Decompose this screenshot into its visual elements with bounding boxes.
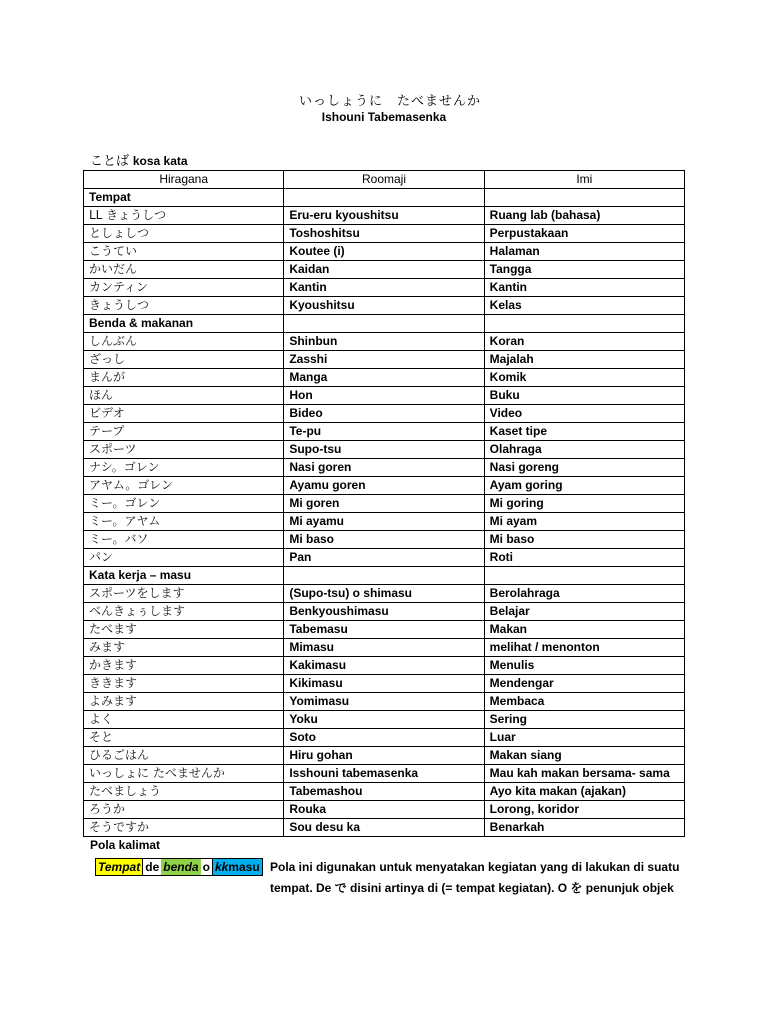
hiragana-cell: ビデオ: [84, 405, 284, 423]
imi-cell: Koran: [484, 333, 684, 351]
pattern-tempat: Tempat: [95, 858, 143, 876]
hiragana-cell: ミー。アヤム: [84, 513, 284, 531]
header-roomaji: Roomaji: [284, 171, 484, 189]
table-row: [84, 765, 685, 783]
table-row: [84, 387, 685, 405]
hiragana-cell: ひるごはん: [84, 747, 284, 765]
group-label: Benda & makanan: [84, 315, 284, 333]
hiragana-cell: よく: [84, 711, 284, 729]
empty-cell: [484, 315, 684, 333]
table-row: [84, 585, 685, 603]
roomaji-cell: Hon: [284, 387, 484, 405]
roomaji-cell: (Supo-tsu) o shimasu: [284, 585, 484, 603]
roomaji-cell: Kyoushitsu: [284, 297, 484, 315]
table-group-row: [84, 567, 685, 585]
hiragana-cell: こうてい: [84, 243, 284, 261]
imi-cell: Kantin: [484, 279, 684, 297]
table-row: [84, 675, 685, 693]
roomaji-cell: Tabemashou: [284, 783, 484, 801]
hiragana-cell: アヤム。ゴレン: [84, 477, 284, 495]
table-row: [84, 225, 685, 243]
section-label-text: kosa kata: [132, 154, 188, 168]
imi-cell: Mi baso: [484, 531, 684, 549]
table-row: [84, 513, 685, 531]
hiragana-cell: ろうか: [84, 801, 284, 819]
hiragana-cell: ききます: [84, 675, 284, 693]
imi-cell: Berolahraga: [484, 585, 684, 603]
roomaji-cell: Ayamu goren: [284, 477, 484, 495]
imi-cell: Olahraga: [484, 441, 684, 459]
empty-cell: [484, 567, 684, 585]
table-row: [84, 369, 685, 387]
roomaji-cell: Soto: [284, 729, 484, 747]
hiragana-cell: たべましょう: [84, 783, 284, 801]
roomaji-cell: Shinbun: [284, 333, 484, 351]
roomaji-cell: Toshoshitsu: [284, 225, 484, 243]
table-row: [84, 423, 685, 441]
header-imi: Imi: [484, 171, 684, 189]
table-row: [84, 279, 685, 297]
hiragana-cell: みます: [84, 639, 284, 657]
table-row: [84, 243, 685, 261]
roomaji-cell: Benkyoushimasu: [284, 603, 484, 621]
table-row: [84, 477, 685, 495]
roomaji-cell: Eru-eru kyoushitsu: [284, 207, 484, 225]
pola-kalimat-title: Pola kalimat: [90, 838, 161, 852]
page-title-japanese: いっしょうに たべませんか: [298, 94, 481, 109]
group-label: Tempat: [84, 189, 284, 207]
imi-cell: Makan siang: [484, 747, 684, 765]
roomaji-cell: Rouka: [284, 801, 484, 819]
page-title-romaji: Ishouni Tabemasenka: [321, 110, 447, 124]
hiragana-cell: たべます: [84, 621, 284, 639]
imi-cell: Menulis: [484, 657, 684, 675]
pattern-kk: kk: [214, 860, 229, 874]
hiragana-cell: まんが: [84, 369, 284, 387]
hiragana-cell: ほん: [84, 387, 284, 405]
imi-cell: Nasi goreng: [484, 459, 684, 477]
hiragana-cell: かいだん: [84, 261, 284, 279]
table-row: [84, 495, 685, 513]
table-row: [84, 549, 685, 567]
roomaji-cell: Yomimasu: [284, 693, 484, 711]
table-row: [84, 297, 685, 315]
hiragana-cell: いっしょに たべませんか: [84, 765, 284, 783]
roomaji-cell: Mi baso: [284, 531, 484, 549]
hiragana-cell: よみます: [84, 693, 284, 711]
hiragana-cell: LL きょうしつ: [84, 207, 284, 225]
roomaji-cell: Bideo: [284, 405, 484, 423]
hiragana-cell: そうですか: [84, 819, 284, 837]
roomaji-cell: Supo-tsu: [284, 441, 484, 459]
pattern-benda: benda: [163, 860, 199, 874]
pola-description: Pola ini digunakan untuk menyatakan kegiatan yang di lakukan di suatu tempat. De で disini artinya di (= tempat kegiatan). O を penunjuk objek: [270, 860, 680, 895]
table-row: [84, 261, 685, 279]
roomaji-cell: Manga: [284, 369, 484, 387]
imi-cell: Komik: [484, 369, 684, 387]
roomaji-cell: Kantin: [284, 279, 484, 297]
hiragana-cell: ざっし: [84, 351, 284, 369]
section-label: [90, 150, 188, 169]
imi-cell: Ayo kita makan (ajakan): [484, 783, 684, 801]
empty-cell: [284, 567, 484, 585]
group-label: Kata kerja – masu: [84, 567, 284, 585]
imi-cell: Buku: [484, 387, 684, 405]
hiragana-cell: かきます: [84, 657, 284, 675]
hiragana-cell: ナシ。ゴレン: [84, 459, 284, 477]
hiragana-cell: べんきょぅします: [84, 603, 284, 621]
roomaji-cell: Koutee (i): [284, 243, 484, 261]
table-row: [84, 801, 685, 819]
vocabulary-table-body: [84, 189, 685, 837]
roomaji-cell: Sou desu ka: [284, 819, 484, 837]
pattern-masu: masu: [228, 860, 260, 874]
imi-cell: Makan: [484, 621, 684, 639]
hiragana-cell: としょしつ: [84, 225, 284, 243]
vocabulary-table: [83, 170, 685, 837]
imi-cell: Halaman: [484, 243, 684, 261]
table-row: [84, 207, 685, 225]
empty-cell: [484, 189, 684, 207]
imi-cell: Kelas: [484, 297, 684, 315]
roomaji-cell: Yoku: [284, 711, 484, 729]
imi-cell: Tangga: [484, 261, 684, 279]
roomaji-cell: Nasi goren: [284, 459, 484, 477]
table-row: [84, 621, 685, 639]
table-row: [84, 711, 685, 729]
pattern-kk-masu: [212, 858, 263, 876]
roomaji-cell: Mi goren: [284, 495, 484, 513]
header-hiragana: Hiragana: [84, 171, 284, 189]
roomaji-cell: Kikimasu: [284, 675, 484, 693]
roomaji-cell: Pan: [284, 549, 484, 567]
imi-cell: Sering: [484, 711, 684, 729]
roomaji-cell: Mi ayamu: [284, 513, 484, 531]
hiragana-cell: そと: [84, 729, 284, 747]
table-row: [84, 693, 685, 711]
table-row: [84, 405, 685, 423]
table-row: [84, 783, 685, 801]
hiragana-cell: きょうしつ: [84, 297, 284, 315]
sentence-pattern: [95, 858, 263, 876]
table-group-row: [84, 189, 685, 207]
pattern-de: de: [145, 860, 160, 874]
imi-cell: melihat / menonton: [484, 639, 684, 657]
hiragana-cell: テープ: [84, 423, 284, 441]
table-row: [84, 657, 685, 675]
imi-cell: Belajar: [484, 603, 684, 621]
imi-cell: Mendengar: [484, 675, 684, 693]
hiragana-cell: しんぶん: [84, 333, 284, 351]
imi-cell: Kaset tipe: [484, 423, 684, 441]
table-row: [84, 729, 685, 747]
section-label-jp: ことば: [90, 154, 130, 169]
hiragana-cell: カンティン: [84, 279, 284, 297]
table-row: [84, 459, 685, 477]
table-row: [84, 639, 685, 657]
hiragana-cell: パン: [84, 549, 284, 567]
imi-cell: Ruang lab (bahasa): [484, 207, 684, 225]
table-row: [84, 819, 685, 837]
hiragana-cell: スポーツ: [84, 441, 284, 459]
imi-cell: Lorong, koridor: [484, 801, 684, 819]
table-header-row: [84, 171, 685, 189]
pattern-o: o: [202, 860, 210, 874]
imi-cell: Majalah: [484, 351, 684, 369]
roomaji-cell: Kaidan: [284, 261, 484, 279]
table-row: [84, 531, 685, 549]
hiragana-cell: ミー。バソ: [84, 531, 284, 549]
imi-cell: Membaca: [484, 693, 684, 711]
roomaji-cell: Isshouni tabemasenka: [284, 765, 484, 783]
table-group-row: [84, 315, 685, 333]
table-row: [84, 747, 685, 765]
roomaji-cell: Zasshi: [284, 351, 484, 369]
imi-cell: Mi goring: [484, 495, 684, 513]
imi-cell: Luar: [484, 729, 684, 747]
hiragana-cell: ミー。ゴレン: [84, 495, 284, 513]
roomaji-cell: Mimasu: [284, 639, 484, 657]
imi-cell: Roti: [484, 549, 684, 567]
roomaji-cell: Te-pu: [284, 423, 484, 441]
empty-cell: [284, 315, 484, 333]
imi-cell: Mau kah makan bersama- sama: [484, 765, 684, 783]
empty-cell: [284, 189, 484, 207]
table-row: [84, 603, 685, 621]
imi-cell: Ayam goring: [484, 477, 684, 495]
imi-cell: Mi ayam: [484, 513, 684, 531]
imi-cell: Video: [484, 405, 684, 423]
table-row: [84, 333, 685, 351]
hiragana-cell: スポーツをします: [84, 585, 284, 603]
roomaji-cell: Tabemasu: [284, 621, 484, 639]
roomaji-cell: Hiru gohan: [284, 747, 484, 765]
roomaji-cell: Kakimasu: [284, 657, 484, 675]
table-row: [84, 441, 685, 459]
table-row: [84, 351, 685, 369]
imi-cell: Perpustakaan: [484, 225, 684, 243]
imi-cell: Benarkah: [484, 819, 684, 837]
